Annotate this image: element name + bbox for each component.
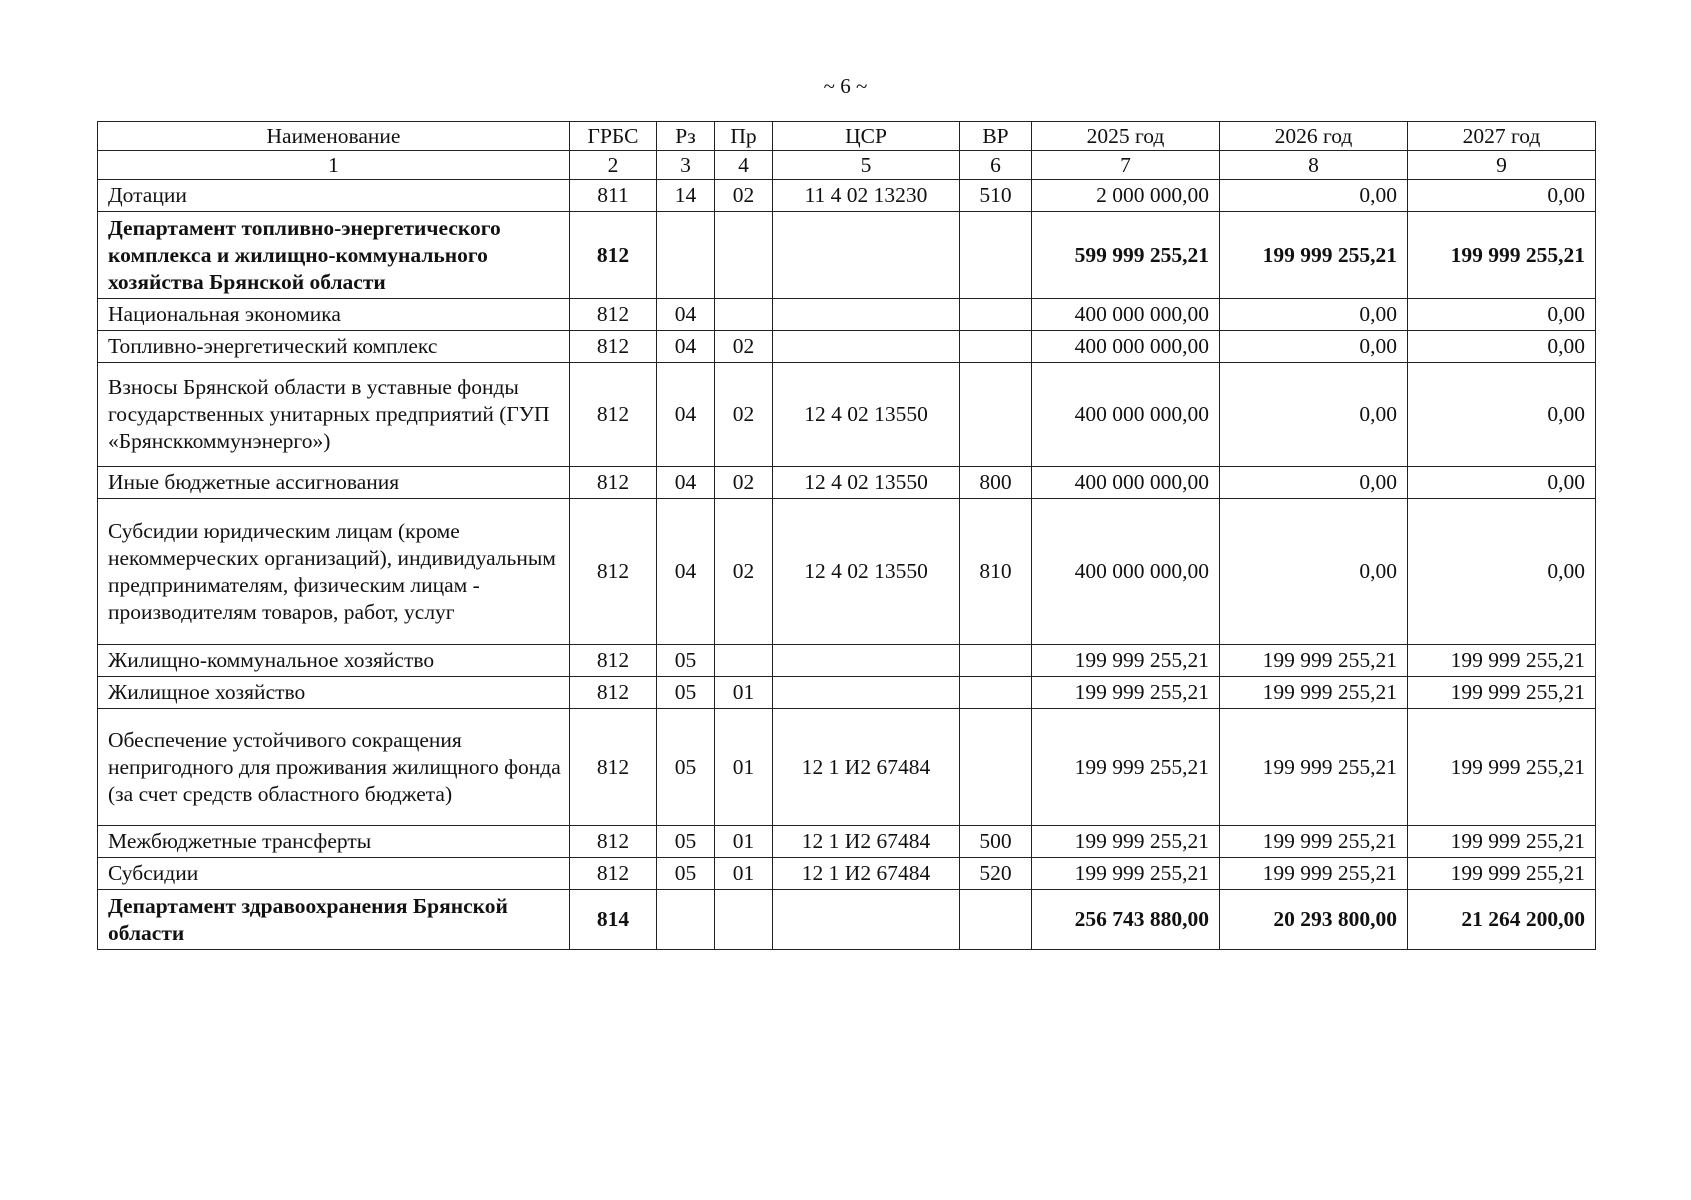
- amount-2026-cell: 0,00: [1220, 363, 1408, 467]
- column-number-row: [98, 151, 1596, 180]
- amount-2027-cell: 0,00: [1408, 467, 1596, 499]
- amount-2025-cell: 400 000 000,00: [1032, 499, 1220, 645]
- amount-2025-cell: 2 000 000,00: [1032, 180, 1220, 212]
- header-cell: ГРБС: [570, 122, 657, 151]
- column-number-cell: 1: [98, 151, 570, 180]
- table-row: [98, 858, 1596, 890]
- amount-2026-cell: 0,00: [1220, 331, 1408, 363]
- amount-2026-cell: 199 999 255,21: [1220, 677, 1408, 709]
- name-cell: Департамент топливно-энергетического комплекса и жилищно-коммунального хозяйства Брянской области: [98, 212, 570, 299]
- page-number: ~ 6 ~: [823, 74, 868, 98]
- amount-2025-cell: 199 999 255,21: [1032, 677, 1220, 709]
- table-row: [98, 212, 1596, 299]
- amount-2025-cell: 400 000 000,00: [1032, 331, 1220, 363]
- rz-cell: 04: [657, 363, 715, 467]
- amount-2027-cell: 0,00: [1408, 499, 1596, 645]
- amount-2025-cell: 400 000 000,00: [1032, 363, 1220, 467]
- csr-cell: 12 1 И2 67484: [773, 826, 960, 858]
- pr-cell: 02: [715, 467, 773, 499]
- name-cell: Топливно-энергетический комплекс: [98, 331, 570, 363]
- pr-cell: 02: [715, 363, 773, 467]
- rz-cell: [657, 212, 715, 299]
- name-cell: Национальная экономика: [98, 299, 570, 331]
- pr-cell: 02: [715, 180, 773, 212]
- table-row: [98, 363, 1596, 467]
- table-row: [98, 890, 1596, 950]
- amount-2026-cell: 0,00: [1220, 499, 1408, 645]
- amount-2025-cell: 199 999 255,21: [1032, 858, 1220, 890]
- vr-cell: 500: [960, 826, 1032, 858]
- amount-2027-cell: 199 999 255,21: [1408, 212, 1596, 299]
- vr-cell: 810: [960, 499, 1032, 645]
- grbs-cell: 812: [570, 709, 657, 826]
- csr-cell: [773, 299, 960, 331]
- name-cell: Взносы Брянской области в уставные фонды государственных унитарных предприятий (ГУП «Брянсккоммунэнерго»): [98, 363, 570, 467]
- vr-cell: 510: [960, 180, 1032, 212]
- pr-cell: 01: [715, 709, 773, 826]
- csr-cell: 12 1 И2 67484: [773, 709, 960, 826]
- amount-2026-cell: 199 999 255,21: [1220, 212, 1408, 299]
- rz-cell: 05: [657, 826, 715, 858]
- table-row: [98, 645, 1596, 677]
- amount-2026-cell: 0,00: [1220, 180, 1408, 212]
- table-row: [98, 467, 1596, 499]
- pr-cell: [715, 212, 773, 299]
- header-cell: 2025 год: [1032, 122, 1220, 151]
- rz-cell: 05: [657, 858, 715, 890]
- amount-2026-cell: 0,00: [1220, 467, 1408, 499]
- amount-2027-cell: 0,00: [1408, 299, 1596, 331]
- rz-cell: 04: [657, 499, 715, 645]
- name-cell: Департамент здравоохранения Брянской области: [98, 890, 570, 950]
- amount-2026-cell: 199 999 255,21: [1220, 826, 1408, 858]
- grbs-cell: 811: [570, 180, 657, 212]
- amount-2025-cell: 199 999 255,21: [1032, 709, 1220, 826]
- name-cell: Жилищное хозяйство: [98, 677, 570, 709]
- rz-cell: 04: [657, 467, 715, 499]
- pr-cell: [715, 890, 773, 950]
- csr-cell: [773, 331, 960, 363]
- csr-cell: [773, 645, 960, 677]
- vr-cell: [960, 677, 1032, 709]
- header-cell: ЦСР: [773, 122, 960, 151]
- name-cell: Иные бюджетные ассигнования: [98, 467, 570, 499]
- header-cell: Наименование: [98, 122, 570, 151]
- amount-2026-cell: 0,00: [1220, 299, 1408, 331]
- table-row: [98, 826, 1596, 858]
- rz-cell: 04: [657, 331, 715, 363]
- column-number-cell: 8: [1220, 151, 1408, 180]
- csr-cell: 12 4 02 13550: [773, 499, 960, 645]
- header-cell: 2027 год: [1408, 122, 1596, 151]
- budget-table: [97, 121, 1596, 950]
- column-number-cell: 5: [773, 151, 960, 180]
- amount-2027-cell: 0,00: [1408, 331, 1596, 363]
- csr-cell: 12 4 02 13550: [773, 363, 960, 467]
- name-cell: Обеспечение устойчивого сокращения непригодного для проживания жилищного фонда (за счет средств областного бюджета): [98, 709, 570, 826]
- column-number-cell: 4: [715, 151, 773, 180]
- csr-cell: 12 4 02 13550: [773, 467, 960, 499]
- table-row: [98, 180, 1596, 212]
- amount-2027-cell: 199 999 255,21: [1408, 677, 1596, 709]
- name-cell: Дотации: [98, 180, 570, 212]
- amount-2025-cell: 400 000 000,00: [1032, 467, 1220, 499]
- vr-cell: 520: [960, 858, 1032, 890]
- grbs-cell: 812: [570, 499, 657, 645]
- rz-cell: [657, 890, 715, 950]
- grbs-cell: 812: [570, 677, 657, 709]
- amount-2025-cell: 599 999 255,21: [1032, 212, 1220, 299]
- amount-2026-cell: 20 293 800,00: [1220, 890, 1408, 950]
- name-cell: Жилищно-коммунальное хозяйство: [98, 645, 570, 677]
- amount-2025-cell: 256 743 880,00: [1032, 890, 1220, 950]
- name-cell: Межбюджетные трансферты: [98, 826, 570, 858]
- amount-2025-cell: 199 999 255,21: [1032, 645, 1220, 677]
- grbs-cell: 812: [570, 467, 657, 499]
- vr-cell: [960, 331, 1032, 363]
- csr-cell: 12 1 И2 67484: [773, 858, 960, 890]
- amount-2027-cell: 199 999 255,21: [1408, 826, 1596, 858]
- grbs-cell: 812: [570, 826, 657, 858]
- vr-cell: [960, 299, 1032, 331]
- grbs-cell: 812: [570, 858, 657, 890]
- column-number-cell: 3: [657, 151, 715, 180]
- column-number-cell: 6: [960, 151, 1032, 180]
- grbs-cell: 814: [570, 890, 657, 950]
- header-row: [98, 122, 1596, 151]
- vr-cell: [960, 709, 1032, 826]
- table-row: [98, 331, 1596, 363]
- rz-cell: 04: [657, 299, 715, 331]
- pr-cell: [715, 645, 773, 677]
- amount-2027-cell: 199 999 255,21: [1408, 858, 1596, 890]
- vr-cell: 800: [960, 467, 1032, 499]
- amount-2026-cell: 199 999 255,21: [1220, 709, 1408, 826]
- name-cell: Субсидии: [98, 858, 570, 890]
- grbs-cell: 812: [570, 363, 657, 467]
- grbs-cell: 812: [570, 212, 657, 299]
- pr-cell: 02: [715, 331, 773, 363]
- header-cell: ВР: [960, 122, 1032, 151]
- amount-2026-cell: 199 999 255,21: [1220, 858, 1408, 890]
- table-row: [98, 677, 1596, 709]
- csr-cell: 11 4 02 13230: [773, 180, 960, 212]
- table-row: [98, 299, 1596, 331]
- pr-cell: 02: [715, 499, 773, 645]
- amount-2027-cell: 199 999 255,21: [1408, 645, 1596, 677]
- rz-cell: 05: [657, 677, 715, 709]
- header-cell: Пр: [715, 122, 773, 151]
- grbs-cell: 812: [570, 331, 657, 363]
- column-number-cell: 7: [1032, 151, 1220, 180]
- amount-2027-cell: 0,00: [1408, 363, 1596, 467]
- vr-cell: [960, 645, 1032, 677]
- amount-2025-cell: 400 000 000,00: [1032, 299, 1220, 331]
- rz-cell: 14: [657, 180, 715, 212]
- header-cell: 2026 год: [1220, 122, 1408, 151]
- vr-cell: [960, 890, 1032, 950]
- amount-2027-cell: 199 999 255,21: [1408, 709, 1596, 826]
- table-row: [98, 709, 1596, 826]
- pr-cell: 01: [715, 677, 773, 709]
- amount-2025-cell: 199 999 255,21: [1032, 826, 1220, 858]
- pr-cell: 01: [715, 826, 773, 858]
- pr-cell: [715, 299, 773, 331]
- grbs-cell: 812: [570, 645, 657, 677]
- header-cell: Рз: [657, 122, 715, 151]
- rz-cell: 05: [657, 709, 715, 826]
- table-row: [98, 499, 1596, 645]
- grbs-cell: 812: [570, 299, 657, 331]
- amount-2027-cell: 21 264 200,00: [1408, 890, 1596, 950]
- column-number-cell: 9: [1408, 151, 1596, 180]
- column-number-cell: 2: [570, 151, 657, 180]
- rz-cell: 05: [657, 645, 715, 677]
- vr-cell: [960, 212, 1032, 299]
- csr-cell: [773, 890, 960, 950]
- amount-2027-cell: 0,00: [1408, 180, 1596, 212]
- table-body: [98, 122, 1596, 950]
- pr-cell: 01: [715, 858, 773, 890]
- vr-cell: [960, 363, 1032, 467]
- amount-2026-cell: 199 999 255,21: [1220, 645, 1408, 677]
- csr-cell: [773, 677, 960, 709]
- name-cell: Субсидии юридическим лицам (кроме некоммерческих организаций), индивидуальным предпринимателям, физическим лицам - производителям товаров, работ, услуг: [98, 499, 570, 645]
- csr-cell: [773, 212, 960, 299]
